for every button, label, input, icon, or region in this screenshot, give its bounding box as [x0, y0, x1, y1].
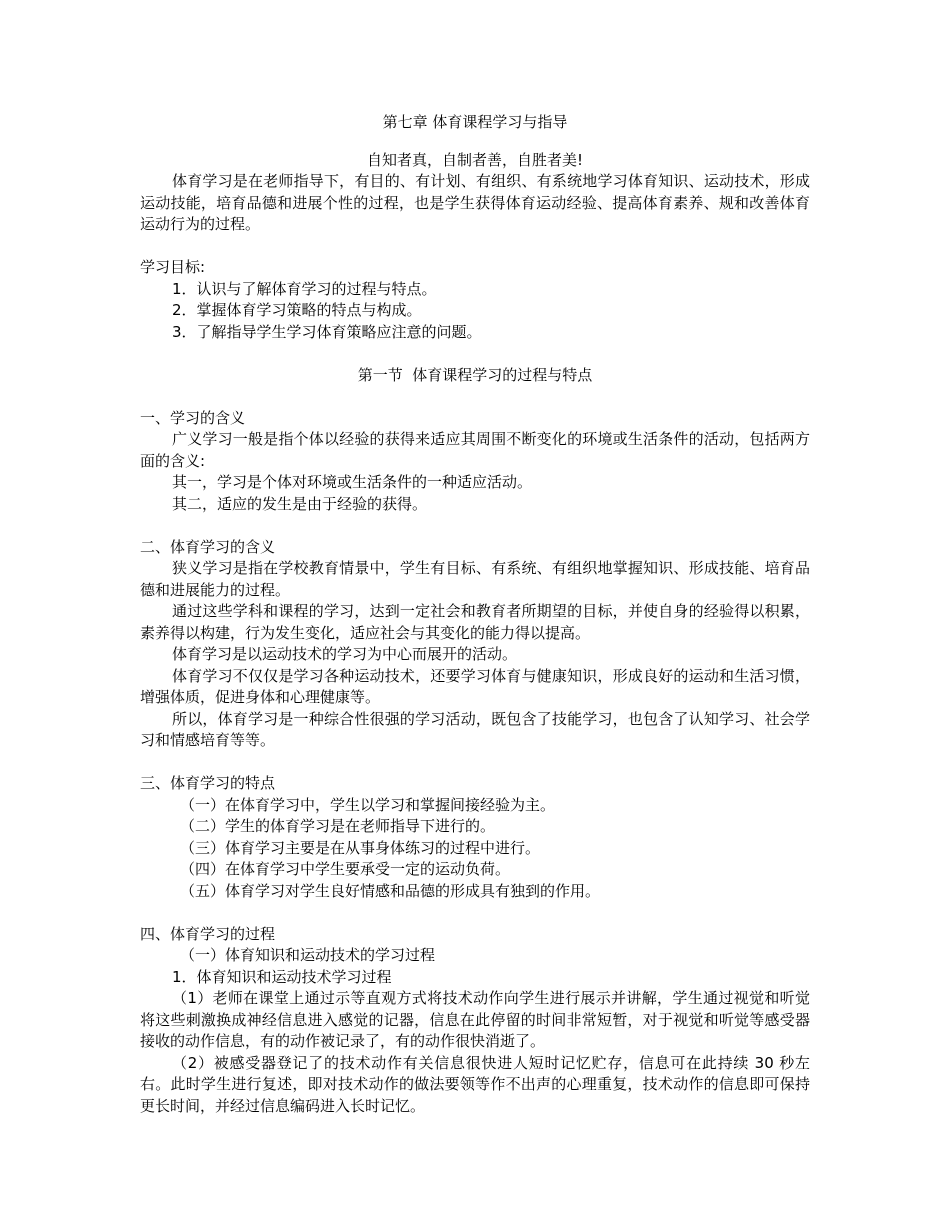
spacer	[140, 343, 810, 365]
feature-item: （五）体育学习对学生良好情感和品德的形成具有独到的作用。	[180, 881, 601, 900]
goal-item: 2．掌握体育学习策略的特点与构成。	[172, 301, 422, 319]
spacer	[140, 386, 810, 408]
goals-heading: 学习目标:	[140, 258, 206, 276]
feature-item: （四）在体育学习中学生要承受一定的运动负荷。	[180, 860, 511, 878]
goal-item: 1．认识与了解体育学习的过程与特点。	[172, 279, 437, 298]
part2-paragraph: 狭义学习是指在学校教育情景中，学生有目标、有系统、有组织地掌握知识、形成技能、培育品德和进展能力的过程。	[140, 559, 810, 599]
part1-paragraph: 广义学习一般是指个体以经验的获得来适应其周围不断变化的环境或生活条件的活动，包括两方面的含义:	[140, 430, 810, 470]
part2-paragraph: 所以，体育学习是一种综合性很强的学习活动，既包含了技能学习，也包含了认知学习、社会学习和情感培育等等。	[140, 709, 810, 749]
spacer	[140, 515, 810, 537]
part2-paragraph: 通过这些学科和课程的学习，达到一定社会和教育者所期望的目标，并使自身的经验得以积累，素养得以构建，行为发生变化，适应社会与其变化的能力得以提高。	[140, 602, 810, 642]
part1-line: 其一，学习是个体对环境或生活条件的一种适应活动。	[172, 473, 533, 491]
intro-paragraph: 体育学习是在老师指导下，有目的、有计划、有组织、有系统地学习体育知识、运动技术，形成运动技能，培育品德和进展个性的过程，也是学生获得体育运动经验、提高体育素养、规和改善体育运动行为的过程。	[140, 172, 810, 233]
feature-item: （二）学生的体育学习是在老师指导下进行的。	[180, 817, 496, 835]
feature-item: （一）在体育学习中，学生以学习和掌握间接经验为主。	[180, 795, 556, 814]
part4-subheading: （一）体育知识和运动技术的学习过程	[180, 946, 436, 964]
part1-heading: 一、学习的含义	[140, 408, 246, 427]
part2-paragraph: 体育学习不仅仅是学习各种运动技术，还要学习体育与健康知识，形成良好的运动和生活习惯，增强体质，促进身体和心理健康等。	[140, 666, 810, 706]
part4-paragraph: （2）被感受器登记了的技术动作有关信息很快进人短时记忆贮存，信息可在此持续 30 秒左右。此时学生进行复述，即对技术动作的做法要领等作不出声的心理重复，技术动作的信息即可保持更长时间，并经过信息编码进入长时记忆。	[140, 1053, 810, 1115]
spacer	[140, 236, 810, 258]
part4-heading: 四、体育学习的过程	[140, 924, 276, 943]
section-title: 第一节 体育课程学习的过程与特点	[357, 365, 593, 384]
goal-item: 3．了解指导学生学习体育策略应注意的问题。	[172, 322, 482, 341]
part1-line: 其二，适应的发生是由于经验的获得。	[172, 494, 428, 513]
part2-heading: 二、体育学习的含义	[140, 537, 276, 556]
part4-subheading: 1．体育知识和运动技术学习过程	[172, 967, 392, 986]
part3-heading: 三、体育学习的特点	[140, 774, 276, 792]
spacer	[140, 752, 810, 774]
part2-paragraph: 体育学习是以运动技术的学习为中心而展开的活动。	[172, 645, 518, 663]
part4-paragraph: （1）老师在课堂上通过示等直观方式将技术动作向学生进行展示并讲解，学生通过视觉和听觉将这些刺激换成神经信息进入感觉的记器，信息在此停留的时间非常短暂，对于视觉和听觉等感受器接收的动作信息，有的动作被记录了，有的动作很快消逝了。	[140, 989, 810, 1050]
feature-item: （三）体育学习主要是在从事身体练习的过程中进行。	[180, 838, 541, 857]
chapter-title: 第七章 体育课程学习与指导	[382, 113, 568, 131]
spacer	[140, 902, 810, 924]
motto: 自知者真，自制者善，自胜者美!	[366, 150, 583, 169]
